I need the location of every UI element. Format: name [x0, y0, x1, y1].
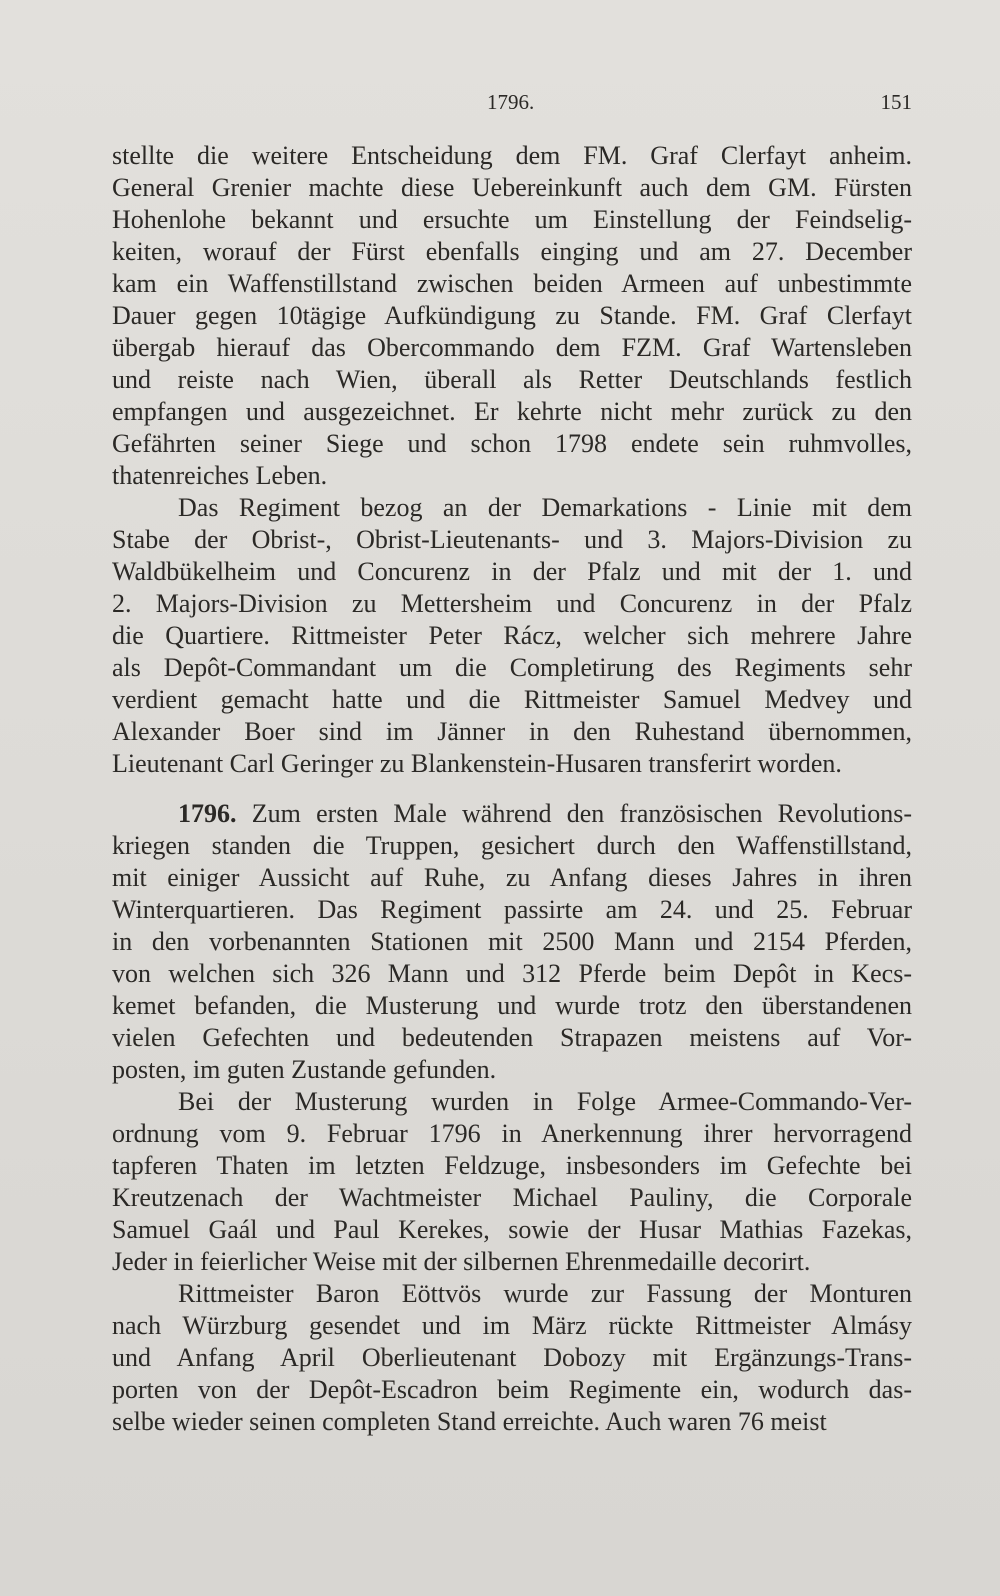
- text-line: [112, 716, 912, 748]
- line-text: Bei der Musterung wurden in Folge Armee-Commando-Ver-: [178, 1087, 912, 1116]
- line-text: nach Würzburg gesendet und im März rückte Rittmeister Almásy: [112, 1311, 912, 1340]
- text-line: [112, 748, 912, 780]
- text-line: [112, 1182, 912, 1214]
- text-line: [112, 1310, 912, 1342]
- text-line: [112, 140, 912, 172]
- text-line: [112, 990, 912, 1022]
- line-text: empfangen und ausgezeichnet. Er kehrte nicht mehr zurück zu den: [112, 397, 912, 426]
- line-text: tapferen Thaten im letzten Feldzuge, insbesonders im Gefechte bei: [112, 1151, 912, 1180]
- text-line: [112, 798, 912, 830]
- text-line: [112, 1278, 912, 1310]
- line-text: posten, im guten Zustande gefunden.: [112, 1055, 497, 1084]
- line-text: Alexander Boer sind im Jänner in den Ruhestand übernommen,: [112, 717, 912, 746]
- line-text: kam ein Waffenstillstand zwischen beiden Armeen auf unbestimmte: [112, 269, 912, 298]
- paragraph: [112, 492, 912, 780]
- text-line: [112, 396, 912, 428]
- line-text: von welchen sich 326 Mann und 312 Pferde beim Depôt in Kecs-: [112, 959, 912, 988]
- text-line: [112, 556, 912, 588]
- text-line: [112, 1022, 912, 1054]
- text-line: [112, 460, 912, 492]
- line-text: kriegen standen die Truppen, gesichert durch den Waffenstillstand,: [112, 831, 912, 860]
- text-line: [112, 1086, 912, 1118]
- text-line: [112, 364, 912, 396]
- line-text: selbe wieder seinen completen Stand erreichte. Auch waren 76 meist: [112, 1407, 827, 1436]
- line-text: Zum ersten Male während den französischen Revolutions-: [251, 799, 913, 828]
- line-text: mit einiger Aussicht auf Ruhe, zu Anfang dieses Jahres in ihren: [112, 863, 912, 892]
- text-line: [112, 894, 912, 926]
- paragraph: [112, 1278, 912, 1438]
- line-text: Das Regiment bezog an der Demarkations - Linie mit dem: [178, 493, 912, 522]
- text-line: [112, 204, 912, 236]
- text-line: [112, 524, 912, 556]
- line-text: die Quartiere. Rittmeister Peter Rácz, welcher sich mehrere Jahre: [112, 621, 912, 650]
- line-text: verdient gemacht hatte und die Rittmeister Samuel Medvey und: [112, 685, 912, 714]
- text-line: [112, 1342, 912, 1374]
- line-text: thatenreiches Leben.: [112, 461, 328, 490]
- paragraph: [112, 798, 912, 1086]
- line-text: Hohenlohe bekannt und ersuchte um Einstellung der Feindselig-: [112, 205, 912, 234]
- text-line: [112, 300, 912, 332]
- text-line: [112, 268, 912, 300]
- text-line: [112, 1246, 912, 1278]
- line-text: ordnung vom 9. Februar 1796 in Anerkennung ihrer hervorragend: [112, 1119, 912, 1148]
- line-text: kemet befanden, die Musterung und wurde trotz den überstandenen: [112, 991, 912, 1020]
- text-line: [112, 428, 912, 460]
- text-line: [112, 492, 912, 524]
- line-text: Dauer gegen 10tägige Aufkündigung zu Stande. FM. Graf Clerfayt: [112, 301, 912, 330]
- text-line: [112, 958, 912, 990]
- line-text: Waldbükelheim und Concurenz in der Pfalz und mit der 1. und: [112, 557, 912, 586]
- page-number: 151: [880, 90, 912, 114]
- line-text: Gefährten seiner Siege und schon 1798 endete sein ruhmvolles,: [112, 429, 912, 458]
- line-text: General Grenier machte diese Uebereinkunft auch dem GM. Fürsten: [112, 173, 912, 202]
- text-line: [112, 684, 912, 716]
- text-line: [112, 332, 912, 364]
- text-line: [112, 862, 912, 894]
- header-year: 1796.: [487, 90, 535, 114]
- line-text: 2. Majors-Division zu Mettersheim und Concurenz in der Pfalz: [112, 589, 912, 618]
- line-text: stellte die weitere Entscheidung dem FM. Graf Clerfayt anheim.: [112, 141, 912, 170]
- text-line: [112, 588, 912, 620]
- text-line: [112, 652, 912, 684]
- text-line: [112, 172, 912, 204]
- text-line: [112, 1118, 912, 1150]
- text-line: [112, 1054, 912, 1086]
- text-line: [112, 236, 912, 268]
- body-text: [112, 140, 912, 1438]
- running-header: [112, 88, 912, 118]
- text-line: [112, 830, 912, 862]
- text-line: [112, 1214, 912, 1246]
- line-text: Stabe der Obrist-, Obrist-Lieutenants- und 3. Majors-Division zu: [112, 525, 912, 554]
- line-text: und reiste nach Wien, überall als Retter Deutschlands festlich: [112, 365, 912, 394]
- line-text: Lieutenant Carl Geringer zu Blankenstein-Husaren transferirt worden.: [112, 749, 842, 778]
- paragraph: [112, 140, 912, 492]
- line-text: vielen Gefechten und bedeutenden Strapazen meistens auf Vor-: [112, 1023, 912, 1052]
- line-text: Jeder in feierlicher Weise mit der silbernen Ehrenmedaille decorirt.: [112, 1247, 811, 1276]
- line-text: in den vorbenannten Stationen mit 2500 Mann und 2154 Pferden,: [112, 927, 912, 956]
- line-text: Samuel Gaál und Paul Kerekes, sowie der Husar Mathias Fazekas,: [112, 1215, 912, 1244]
- line-text: übergab hierauf das Obercommando dem FZM. Graf Wartensleben: [112, 333, 912, 362]
- line-text: als Depôt-Commandant um die Completirung des Regiments sehr: [112, 653, 912, 682]
- line-text: Winterquartieren. Das Regiment passirte am 24. und 25. Februar: [112, 895, 912, 924]
- text-line: [112, 926, 912, 958]
- text-line: [112, 1406, 912, 1438]
- line-text: Rittmeister Baron Eöttvös wurde zur Fassung der Monturen: [178, 1279, 912, 1308]
- section-year-label: 1796.: [178, 799, 237, 828]
- text-line: [112, 1374, 912, 1406]
- line-text: Kreutzenach der Wachtmeister Michael Pauliny, die Corporale: [112, 1183, 912, 1212]
- line-text: porten von der Depôt-Escadron beim Regimente ein, wodurch das-: [112, 1375, 912, 1404]
- text-line: [112, 1150, 912, 1182]
- paragraph: [112, 1086, 912, 1278]
- line-text: und Anfang April Oberlieutenant Dobozy mit Ergänzungs-Trans-: [112, 1343, 912, 1372]
- section-gap: [112, 780, 912, 798]
- text-line: [112, 620, 912, 652]
- line-text: keiten, worauf der Fürst ebenfalls einging und am 27. December: [112, 237, 912, 266]
